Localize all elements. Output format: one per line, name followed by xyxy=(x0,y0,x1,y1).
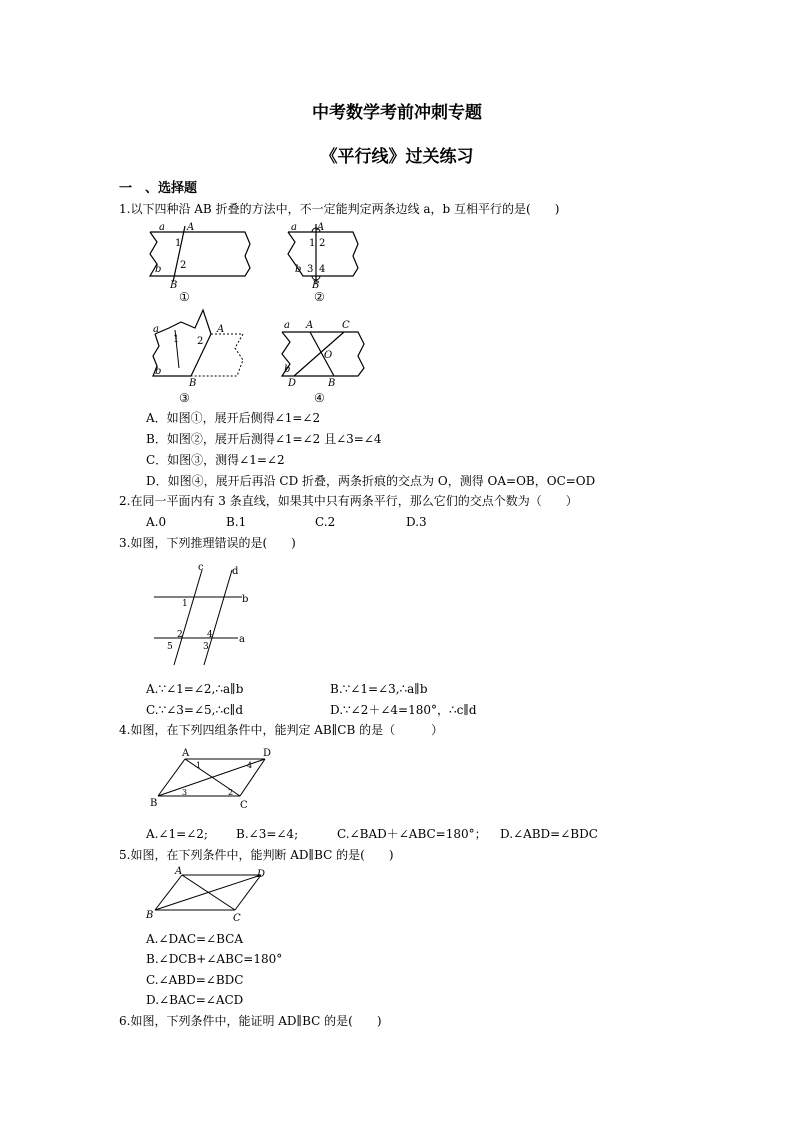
q1f3-label-A: A xyxy=(217,324,225,335)
q1f2-label-2: 2 xyxy=(319,238,326,249)
q4-label-3: 3 xyxy=(182,788,188,797)
q1-figure-2 xyxy=(283,218,393,308)
q1-stem: 1.以下四种沿 AB 折叠的方法中，不一定能判定两条边线 a，b 互相平行的是( ) xyxy=(119,202,560,216)
q5-option-b: B.∠DCB+∠ABC=180° xyxy=(146,952,283,966)
q4-label-C: C xyxy=(240,800,248,811)
q1-figure-1 xyxy=(145,218,255,308)
q3-option-a: A.∵∠1=∠2,∴a∥b xyxy=(146,682,244,696)
q1f1-label-a: a xyxy=(159,222,165,233)
q5-label-C: C xyxy=(233,913,241,924)
q1f1-label-b: b xyxy=(155,264,162,275)
q1f4-label-C: C xyxy=(342,320,350,331)
q4-label-D: D xyxy=(263,748,272,759)
q1f2-label-a: a xyxy=(291,222,297,233)
q3-stem: 3.如图，下列推理错误的是( ) xyxy=(119,536,296,550)
q1f2-label-A: A xyxy=(317,222,325,233)
q4-label-B: B xyxy=(150,798,158,809)
q2-stem: 2.在同一平面内有 3 条直线，如果其中只有两条平行，那么它们的交点个数为（ ） xyxy=(119,494,578,508)
q1f2-caption: ② xyxy=(314,290,325,304)
q4-option-a: A.∠1=∠2; xyxy=(146,827,208,841)
q3-label-2: 2 xyxy=(177,630,183,640)
q1f1-label-2: 2 xyxy=(180,260,187,271)
q4-option-d: D.∠ABD=∠BDC xyxy=(500,827,598,841)
q4-option-b: B.∠3=∠4; xyxy=(236,827,299,841)
q1f2-label-3: 3 xyxy=(307,264,314,275)
q3-option-b: B.∵∠1=∠3,∴a∥b xyxy=(330,682,428,696)
q3-label-c: c xyxy=(198,562,204,573)
q1f4-label-b: b xyxy=(284,364,291,375)
q3-option-c: C.∵∠3=∠5,∴c∥d xyxy=(146,703,244,717)
q3-figure xyxy=(150,560,260,672)
q1f3-label-1: 1 xyxy=(173,334,180,345)
q5-figure xyxy=(145,866,275,928)
q1f3-label-a: a xyxy=(153,324,159,335)
q1f1-caption: ① xyxy=(179,290,190,304)
q1f4-label-D: D xyxy=(288,378,297,389)
q2-option-d: D.3 xyxy=(406,515,427,529)
q3-label-5: 5 xyxy=(167,642,173,652)
q5-option-a: A.∠DAC=∠BCA xyxy=(146,932,244,946)
q1f3-label-b: b xyxy=(155,366,162,377)
q5-stem: 5.如图，在下列条件中，能判断 AD∥BC 的是( ) xyxy=(119,848,394,862)
q1-option-a: A．如图①，展开后侧得∠1=∠2 xyxy=(146,411,321,425)
q5-label-A: A xyxy=(175,866,183,877)
q5-option-c: C.∠ABD=∠BDC xyxy=(146,973,244,987)
q1f2-label-4: 4 xyxy=(319,264,326,275)
q1-option-c: C．如图③，测得∠1=∠2 xyxy=(146,453,285,467)
q2-option-b: B.1 xyxy=(226,515,247,529)
q3-label-1: 1 xyxy=(182,599,188,609)
q3-label-d: d xyxy=(232,566,239,577)
q4-label-A: A xyxy=(182,748,190,759)
q4-label-4: 4 xyxy=(247,761,253,770)
page-subtitle: 《平行线》过关练习 xyxy=(320,147,474,167)
q4-label-1: 1 xyxy=(196,761,202,770)
q2-option-a: A.0 xyxy=(146,515,167,529)
q1f2-label-b: b xyxy=(295,264,302,275)
q1f2-label-1: 1 xyxy=(309,238,316,249)
q1-option-d: D．如图④，展开后再沿 CD 折叠，两条折痕的交点为 O，测得 OA=OB，OC=OD xyxy=(146,474,596,488)
q5-label-B: B xyxy=(146,910,154,921)
q5-label-D: D xyxy=(257,869,266,880)
q1f1-label-1: 1 xyxy=(175,238,182,249)
q3-label-4: 4 xyxy=(207,630,213,640)
q1f4-label-A: A xyxy=(306,320,314,331)
q3-option-d: D.∵∠2＋∠4=180°，∴c∥d xyxy=(330,703,477,717)
q1f2-label-B: B xyxy=(312,280,320,291)
q4-option-c: C.∠BAD＋∠ABC=180°； xyxy=(337,827,487,841)
q4-label-2: 2 xyxy=(228,788,234,797)
q1f3-caption: ③ xyxy=(179,391,190,405)
q1f4-label-O: O xyxy=(324,350,333,361)
q6-stem: 6.如图，下列条件中，能证明 AD∥BC 的是( ) xyxy=(119,1014,382,1028)
q3-label-a: a xyxy=(239,634,245,645)
q1f1-label-B: B xyxy=(170,280,178,291)
q1f3-label-2: 2 xyxy=(197,336,204,347)
section-heading: 一 、选择题 xyxy=(119,181,198,196)
q3-label-b: b xyxy=(242,594,249,605)
q4-stem: 4.如图，在下列四组条件中，能判定 AB∥CB 的是（ ） xyxy=(119,723,444,737)
q1-option-b: B．如图②，展开后测得∠1=∠2 且∠3=∠4 xyxy=(146,432,382,446)
q2-option-c: C.2 xyxy=(315,515,336,529)
q1f4-label-B: B xyxy=(328,378,336,389)
q5-option-d: D.∠BAC=∠ACD xyxy=(146,993,244,1007)
q1f4-caption: ④ xyxy=(314,391,325,405)
q1f4-label-a: a xyxy=(284,320,290,331)
q1-figure-3 xyxy=(145,306,255,406)
q1-figure-4 xyxy=(278,306,388,406)
q1f3-label-B: B xyxy=(189,378,197,389)
q3-label-3: 3 xyxy=(203,642,209,652)
q4-figure xyxy=(150,748,280,816)
q1f1-label-A: A xyxy=(187,222,195,233)
page-title: 中考数学考前冲刺专题 xyxy=(312,103,482,123)
